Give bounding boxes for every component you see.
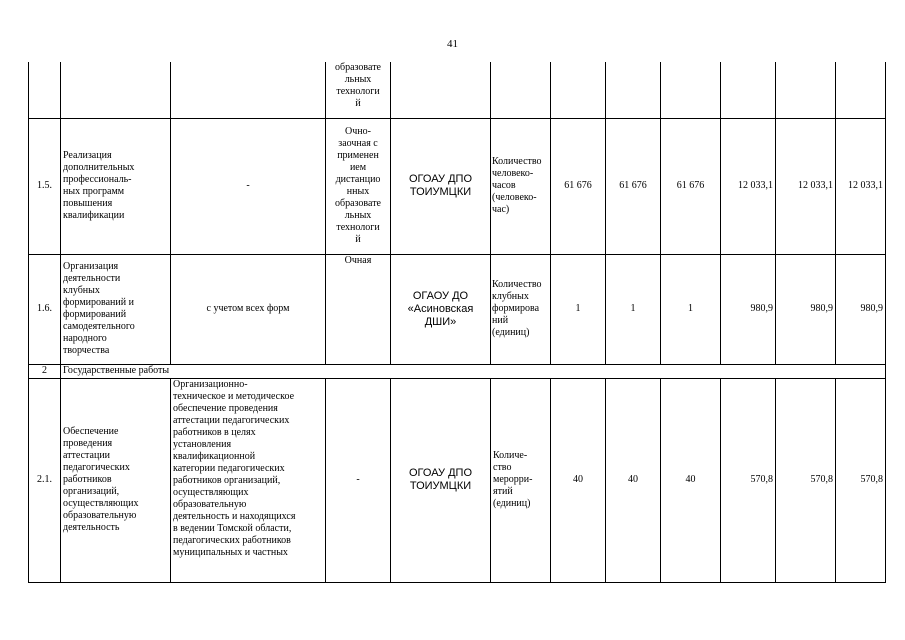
- cell-value: 1: [606, 254, 661, 364]
- cell-value: 61 676: [606, 118, 661, 254]
- cell-org: ОГАОУ ДО «Асиновская ДШИ»: [391, 254, 491, 364]
- table-row: [29, 254, 886, 364]
- cell-name: Реализация дополнительных профессиональ- ных программ повышения квалификации: [61, 118, 171, 254]
- cell-value: 40: [606, 378, 661, 582]
- section-num: 2: [29, 364, 61, 378]
- cell-num: 1.5.: [29, 118, 61, 254]
- cell-finance: [836, 62, 886, 118]
- section-row: [29, 364, 886, 378]
- cell-org: [391, 62, 491, 118]
- cell-indicator: Количе- ство мероpри- ятий (единиц): [491, 378, 551, 582]
- cell-finance: 980,9: [776, 254, 836, 364]
- table-row: [29, 62, 886, 118]
- cell-value: 61 676: [661, 118, 721, 254]
- cell-finance: 12 033,1: [721, 118, 776, 254]
- cell-finance: 980,9: [836, 254, 886, 364]
- cell-indicator: [491, 62, 551, 118]
- cell-content: Организационно- техническое и методическое обеспечение проведения аттестации педагогических работников в целях установления квалификационной категории педагогических работников организаций, осуществляющих образовательную деятельность и находящихся в ведении Томской области, педагогических работников муниципальных и частных: [171, 378, 326, 582]
- cell-finance: [776, 62, 836, 118]
- section-title: Государственные работы: [61, 364, 886, 378]
- table-row: [29, 118, 886, 254]
- cell-num: 2.1.: [29, 378, 61, 582]
- cell-form: Очно- заочная с применен ием дистанцио нных образовате льных технологи й: [326, 118, 391, 254]
- services-table: [28, 62, 886, 583]
- cell-value: [661, 62, 721, 118]
- cell-form: -: [326, 378, 391, 582]
- cell-num: [29, 62, 61, 118]
- page-number: 41: [447, 38, 458, 50]
- cell-content: [171, 62, 326, 118]
- cell-value: 61 676: [551, 118, 606, 254]
- cell-finance: [721, 62, 776, 118]
- cell-value: [551, 62, 606, 118]
- cell-content: -: [171, 118, 326, 254]
- cell-content: с учетом всех форм: [171, 254, 326, 364]
- cell-indicator: Количество человеко- часов (человеко- час): [491, 118, 551, 254]
- cell-form: образовате льных технологи й: [326, 62, 391, 118]
- cell-form: Очная: [326, 254, 391, 364]
- cell-org: ОГОАУ ДПО ТОИУМЦКИ: [391, 378, 491, 582]
- cell-num: 1.6.: [29, 254, 61, 364]
- cell-value: [606, 62, 661, 118]
- cell-finance: 570,8: [721, 378, 776, 582]
- cell-finance: 12 033,1: [836, 118, 886, 254]
- table-row: [29, 378, 886, 582]
- cell-finance: 12 033,1: [776, 118, 836, 254]
- cell-name: Организация деятельности клубных формирований и формирований самодеятельного народного творчества: [61, 254, 171, 364]
- cell-value: 40: [551, 378, 606, 582]
- cell-name: Обеспечение проведения аттестации педагогических работников организаций, осуществляющих образовательную деятельность: [61, 378, 171, 582]
- cell-value: 1: [661, 254, 721, 364]
- cell-org: ОГОАУ ДПО ТОИУМЦКИ: [391, 118, 491, 254]
- cell-name: [61, 62, 171, 118]
- cell-finance: 570,8: [836, 378, 886, 582]
- cell-indicator: Количество клубных формирова ний (единиц): [491, 254, 551, 364]
- cell-finance: 570,8: [776, 378, 836, 582]
- cell-value: 40: [661, 378, 721, 582]
- cell-value: 1: [551, 254, 606, 364]
- cell-finance: 980,9: [721, 254, 776, 364]
